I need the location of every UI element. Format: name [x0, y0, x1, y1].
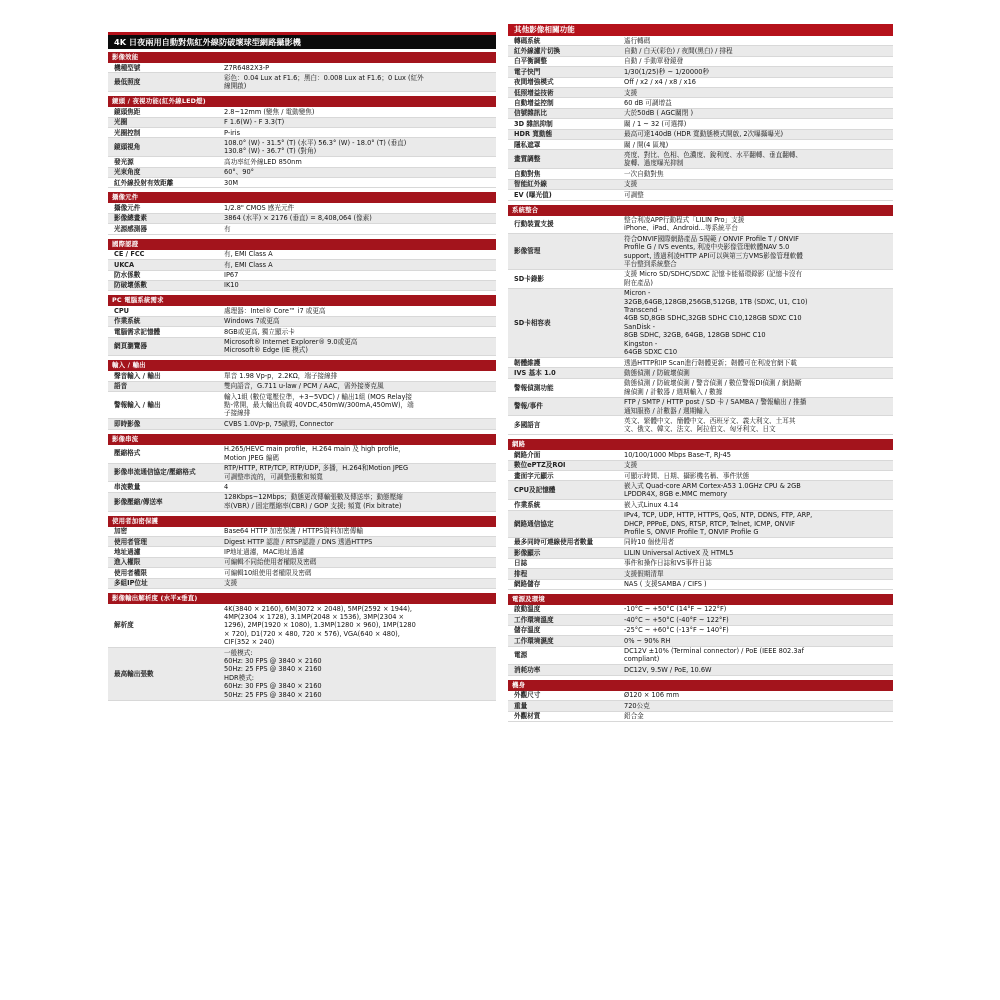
spec-label: 網路介面: [514, 450, 541, 459]
spec-value: 一次自動對焦: [624, 169, 664, 178]
spec-label: 3D 雜訊抑制: [514, 119, 553, 128]
spec-label: 最多同時可連線使用者數量: [514, 538, 594, 547]
spec-value: 有: [224, 224, 231, 233]
spec-value: F 1.6(W) - F 3.3(T): [224, 118, 285, 127]
spec-label: 地址過濾: [114, 547, 141, 556]
spec-value: Windows 7或更高: [224, 317, 280, 326]
spec-label: 紅外線投射有效距離: [114, 178, 174, 187]
spec-label: SD卡錄影: [514, 274, 545, 283]
spec-row: [108, 260, 496, 270]
spec-row: [108, 392, 496, 419]
spec-row: [508, 500, 893, 510]
spec-label: 作業系統: [514, 500, 541, 509]
spec-value: 有, EMI Class A: [224, 260, 273, 269]
spec-label: 防水係數: [114, 271, 141, 279]
spec-label: HDR 寬動態: [514, 130, 553, 139]
spec-row: [508, 190, 893, 200]
spec-label: 最低照度: [114, 78, 141, 87]
spec-label: 多國語言: [514, 421, 541, 430]
spec-value: 自動 / 手動單發鏡發: [624, 57, 684, 66]
spec-label: 進入權限: [114, 558, 141, 567]
section-header: 影像輸出解析度 (水平x垂直): [108, 593, 496, 604]
spec-value: 2.8~12mm (變焦 / 電動變焦): [224, 107, 315, 116]
spec-value: Digest HTTP 認證 / RTSP認證 / DNS 透過HTTPS: [224, 537, 373, 546]
spec-value: 亮度、對比、色相、色濃度、銳利度、水平翻轉、垂直翻轉、 旋轉、過度曝光抑制: [624, 150, 803, 168]
spec-label: 警報偵測功能: [514, 383, 554, 392]
spec-value: Off / x2 / x4 / x8 / x16: [624, 78, 696, 87]
spec-row: [108, 558, 496, 568]
spec-row: [108, 214, 496, 224]
spec-value: IK10: [224, 281, 239, 290]
spec-label: 工作環境溫度: [514, 615, 554, 624]
spec-row: [508, 580, 893, 590]
spec-label: 鏡頭視角: [114, 143, 141, 152]
spec-value: RTP/HTTP, RTP/TCP, RTP/UDP, 多播，H.264和Motion JPEG 可調整串流的，可調整張數和頻寬: [224, 464, 409, 481]
spec-label: 使用者管理: [114, 537, 147, 546]
section-header: 鏡頭 / 夜視功能(紅外線LED燈): [108, 96, 496, 107]
spec-row: [508, 615, 893, 625]
spec-row: [508, 626, 893, 636]
spec-row: [108, 493, 496, 512]
spec-row: [108, 250, 496, 260]
spec-row: [508, 57, 893, 67]
spec-row: [508, 665, 893, 675]
section-header: 使用者加密保護: [108, 516, 496, 527]
spec-row: [108, 604, 496, 648]
spec-value: 4: [224, 482, 229, 491]
spec-row: [108, 445, 496, 464]
spec-value: 一般模式: 60Hz: 30 FPS @ 3840 × 2160 50Hz: 25 FPS @ 3840 × 2160 HDR模式: 60Hz: 30 FPS @ 3840 × 2160 50Hz: 25 FPS @ 3840 × 2160: [224, 648, 322, 699]
spec-table: [108, 445, 496, 512]
spec-label: 影像壓縮/傳送率: [114, 497, 163, 506]
spec-row: [108, 73, 496, 92]
spec-value: 可編輯10組使用者權限及密碼: [224, 568, 312, 577]
spec-row: [508, 270, 893, 289]
spec-value: 有, EMI Class A: [224, 250, 273, 259]
spec-label: 影像總畫素: [114, 214, 147, 223]
spec-row: [108, 271, 496, 281]
spec-label: 行動裝置支援: [514, 220, 554, 229]
spec-value: 輸入1組 (數位電壓位準，+3~5VDC) / 輸出1組 (MOS Relay接 點-常開，最大輸出負載 40VDC,450mW/300mA,450mW)，端 子接線排: [224, 392, 414, 418]
spec-value: 支援: [224, 579, 238, 588]
spec-value: 10/100/1000 Mbps Base-T, RJ-45: [624, 450, 731, 459]
spec-value: Z7R6482X3-P: [224, 63, 270, 72]
spec-value: 60°、90°: [224, 168, 254, 177]
spec-row: [108, 138, 496, 157]
spec-value: 自動 / 白天(彩色) / 夜間(黑白) / 排程: [624, 46, 733, 55]
spec-label: 工作環境濕度: [514, 636, 554, 645]
spec-label: 即時影像: [114, 419, 141, 428]
spec-label: 語音: [114, 382, 128, 391]
spec-label: 光束角度: [114, 168, 141, 177]
spec-label: 作業系統: [114, 317, 141, 326]
spec-value: 可編輯不同給使用者權限及密碼: [224, 558, 317, 567]
spec-label: 隱私遮罩: [514, 140, 541, 149]
spec-label: 電源: [514, 651, 528, 660]
spec-value: 3864 (水平) × 2176 (垂直) = 8,408,064 (像素): [224, 214, 372, 223]
spec-value: 30M: [224, 178, 239, 187]
spec-column-right: [508, 24, 893, 722]
spec-value: P-iris: [224, 128, 241, 137]
section-header: 攝像元件: [108, 192, 496, 203]
spec-row: [508, 569, 893, 579]
spec-label: 啟動溫度: [514, 605, 541, 614]
spec-row: [108, 547, 496, 557]
spec-value: 1/2.8" CMOS 感光元件: [224, 203, 295, 212]
spec-row: [508, 130, 893, 140]
spec-label: 聲音輸入 / 輸出: [114, 371, 161, 380]
spec-label: 影像顯示: [514, 548, 541, 557]
spec-table: [508, 605, 893, 676]
spec-table: [108, 527, 496, 589]
spec-row: [108, 568, 496, 578]
spec-value: H.265/HEVC main profile，H.264 main 及 high profile， Motion JPEG 編碼: [224, 445, 405, 462]
spec-label: UKCA: [114, 260, 135, 269]
spec-row: [108, 317, 496, 327]
spec-value: Ø120 × 106 mm: [624, 691, 680, 700]
spec-row: [508, 416, 893, 435]
spec-row: [508, 691, 893, 701]
spec-label: IVS 基本 1.0: [514, 368, 556, 377]
spec-table: [508, 691, 893, 722]
spec-value: IP67: [224, 271, 239, 279]
spec-row: [508, 109, 893, 119]
spec-row: [508, 234, 893, 270]
spec-row: [108, 203, 496, 213]
spec-value: DC12V ±10% (Terminal connector) / PoE (IEEE 802.3af compliant): [624, 647, 804, 664]
spec-row: [108, 338, 496, 357]
section-header: 輸入 / 輸出: [108, 360, 496, 371]
spec-column-left: [108, 32, 496, 701]
spec-label: 攝像元件: [114, 203, 141, 212]
spec-row: [108, 419, 496, 429]
spec-value: 高功率紅外線LED 850nm: [224, 157, 302, 166]
spec-row: [108, 128, 496, 138]
spec-value: FTP / SMTP / HTTP post / SD 卡 / SAMBA / 警報輸出 / 推播 通知服務 / 計數器 / 週期輸入: [624, 398, 807, 415]
spec-value: 0% ~ 90% RH: [624, 636, 671, 645]
spec-value: 單音 1.98 Vp-p，2.2KΩ，端子接線排: [224, 371, 338, 380]
spec-table: [108, 604, 496, 700]
spec-row: [508, 647, 893, 666]
spec-row: [508, 559, 893, 569]
spec-label: 白平衡調整: [514, 57, 547, 66]
spec-table: [108, 107, 496, 188]
spec-table: [508, 36, 893, 201]
spec-value: 支援: [624, 461, 638, 470]
section-header: 系統整合: [508, 205, 893, 216]
spec-label: 智能紅外線: [514, 180, 547, 189]
spec-value: 同時10 個使用者: [624, 538, 675, 547]
spec-row: [108, 281, 496, 291]
spec-value: IPv4, TCP, UDP, HTTP, HTTPS, QoS, NTP, DDNS, FTP, ARP, DHCP, PPPoE, DNS, RTSP, RTCP, Telnet, ICMP, ONVIF Profile S, ONVIF Profile T, ONVIF Profile G: [624, 511, 813, 536]
spec-value: 動態偵測 / 防破壞偵測: [624, 368, 690, 377]
spec-label: 最高輸出張數: [114, 669, 154, 678]
spec-value: 英文、繁體中文、簡體中文、西班牙文、義大利文、土耳其 文、俄文、韓文、法文、阿拉伯文、匈牙利文、日文: [624, 416, 796, 434]
spec-row: [508, 538, 893, 548]
spec-label: 鏡頭焦距: [114, 107, 141, 116]
spec-label: 網路通信協定: [514, 519, 554, 528]
spec-row: [108, 382, 496, 392]
spec-label: 自動對焦: [514, 169, 541, 178]
spec-row: [508, 78, 893, 88]
spec-label: 紅外線濾片切換: [514, 46, 561, 55]
spec-value: 8GB或更高, 獨立顯示卡: [224, 327, 295, 336]
spec-value: 嵌入式 Quad-core ARM Cortex-A53 1.0GHz CPU & 2GB LPDDR4X, 8GB e.MMC memory: [624, 481, 801, 499]
spec-row: [108, 579, 496, 589]
spec-row: [508, 548, 893, 558]
spec-value: -10°C ~ +50°C (14°F ~ 122°F): [624, 605, 727, 614]
spec-value: 動態偵測 / 防破壞偵測 / 警音偵測 / 數位警報DI偵測 / 網路斷 線偵測 / 計數器 / 週期輸入 / 數據: [624, 379, 802, 396]
spec-row: [508, 169, 893, 179]
spec-table: [508, 216, 893, 436]
spec-value: 最高可達140dB (HDR 寬動態模式開啟, 2次曝攝曝光): [624, 130, 784, 139]
spec-value: 支援 Micro SD/SDHC/SDXC 記憶卡能循環錄影 (記憶卡沒有 附在產品): [624, 270, 803, 287]
spec-row: [508, 511, 893, 538]
spec-value: 大於50dB ( AGC關閉 ): [624, 109, 694, 118]
spec-row: [108, 482, 496, 492]
spec-row: [508, 398, 893, 417]
spec-label: 加密: [114, 527, 128, 536]
spec-row: [508, 150, 893, 169]
spec-value: NAS ( 支援SAMBA / CIFS ): [624, 580, 707, 589]
spec-label: CE / FCC: [114, 250, 145, 259]
spec-label: 警報/事件: [514, 402, 543, 411]
spec-value: 事件和操作日誌和VS事件日誌: [624, 559, 712, 568]
spec-row: [108, 178, 496, 188]
spec-value: 透過HTTP和IP Scan進行韌體更新；韌體可在利凌官網下載: [624, 358, 797, 367]
spec-value: 支援: [624, 88, 638, 97]
section-header: 機身: [508, 680, 893, 691]
spec-label: 排程: [514, 569, 528, 578]
spec-label: 多組IP位址: [114, 579, 148, 588]
spec-label: 光源感測器: [114, 224, 147, 233]
spec-row: [108, 306, 496, 316]
spec-label: 低照增益技術: [514, 88, 554, 97]
spec-label: 電腦需求記憶體: [114, 327, 161, 336]
spec-value: LILIN Universal ActiveX 及 HTML5: [624, 548, 734, 557]
spec-value: 720公克: [624, 701, 650, 710]
spec-label: 使用者權限: [114, 568, 147, 577]
section-header: 國際認證: [108, 239, 496, 250]
spec-row: [508, 289, 893, 358]
spec-label: 轉碼系統: [514, 36, 541, 45]
spec-value: 處理器：Intel® Core™ i7 或更高: [224, 306, 326, 315]
spec-value: 鋁合金: [624, 712, 644, 721]
spec-value: 1/30(1/25)秒 ~ 1/20000秒: [624, 67, 710, 76]
spec-table: [108, 250, 496, 292]
spec-value: Base64 HTTP 加密保護 / HTTPS資料加密傳輸: [224, 527, 363, 536]
spec-row: [508, 358, 893, 368]
spec-label: 信號雜訊比: [514, 109, 547, 118]
spec-row: [508, 67, 893, 77]
spec-label: CPU及記憶體: [514, 486, 556, 495]
spec-label: 光圈控制: [114, 128, 141, 137]
right-sections: [508, 36, 893, 722]
spec-label: 自動增益控制: [514, 98, 554, 107]
spec-row: [508, 450, 893, 460]
spec-value: 60 dB 可調增益: [624, 98, 672, 107]
spec-value: 雙向語音，G.711 u-law / PCM / AAC，需外接麥克風: [224, 382, 384, 391]
spec-row: [508, 140, 893, 150]
spec-row: [508, 368, 893, 378]
spec-label: 機種型號: [114, 63, 141, 72]
spec-table: [508, 450, 893, 590]
spec-value: DC12V, 9.5W / PoE, 10.6W: [624, 665, 712, 674]
spec-value: IP地址過濾，MAC地址過濾: [224, 547, 304, 556]
spec-value: 整合利凌APP行動程式「LILIN Pro」支援 iPhone、iPad、Android...等系統平台: [624, 216, 745, 233]
section-header: 網路: [508, 439, 893, 450]
spec-label: 畫面字元顯示: [514, 471, 554, 480]
spec-row: [108, 107, 496, 117]
spec-row: [108, 118, 496, 128]
spec-value: Micron - 32GB,64GB,128GB,256GB,512GB, 1TB (SDXC, U1, C10) Transcend - 4GB SD,8GB SDHC,32GB SDHC C10,128GB SDXC C10 SanDisk - 8GB SDHC, 32GB, 64GB, 128GB SDHC C10 Kingston - 64GB SDXC C10: [624, 289, 808, 357]
spec-label: 外觀材質: [514, 712, 541, 721]
spec-value: 108.0° (W) - 31.5° (T) (水平) 56.3° (W) - 18.0° (T) (垂直) 130.8° (W) - 36.7° (T) (對角): [224, 138, 407, 156]
spec-label: 消耗功率: [514, 665, 541, 674]
spec-row: [508, 36, 893, 46]
left-sections: [108, 52, 496, 701]
spec-label: CPU: [114, 306, 130, 315]
spec-label: 重量: [514, 701, 528, 710]
spec-label: 網頁瀏覽器: [114, 342, 147, 351]
spec-label: 網路儲存: [514, 580, 541, 589]
section-header: 電源及環境: [508, 594, 893, 605]
spec-table: [108, 371, 496, 429]
spec-label: SD卡相容表: [514, 318, 551, 327]
spec-value: 遙行轉碼: [624, 36, 651, 45]
spec-row: [108, 464, 496, 483]
spec-value: -40°C ~ +50°C (-40°F ~ 122°F): [624, 615, 729, 624]
spec-value: 符合ONVIF國際網路產品 S規範 / ONVIF Profile T / ONVIF Profile G / IVS events, 利凌中央影像管理軟體NAV 5.0 support, 透過利凌HTTP API可以與第三方VMS影像管理軟體 平台整到系統整合: [624, 234, 803, 269]
spec-row: [108, 327, 496, 337]
spec-label: 夜間增強模式: [514, 78, 554, 87]
spec-label: 光圈: [114, 118, 128, 127]
spec-row: [508, 88, 893, 98]
spec-label: 韌體維護: [514, 358, 541, 367]
spec-row: [508, 379, 893, 398]
spec-row: [108, 371, 496, 381]
spec-row: [508, 46, 893, 56]
spec-row: [508, 471, 893, 481]
section-header: PC 電腦系統需求: [108, 295, 496, 306]
spec-label: 儲存溫度: [514, 626, 541, 635]
spec-row: [508, 461, 893, 471]
spec-value: 嵌入式Linux 4.14: [624, 500, 679, 509]
spec-value: 支援假期清單: [624, 569, 664, 578]
spec-label: 電子快門: [514, 67, 541, 76]
spec-value: 4K(3840 × 2160), 6M(3072 × 2048), 5MP(2592 × 1944), 4MP(2304 × 1728), 3.1MP(2048 × 1536), 3MP(2304 × 1296), 2MP(1920 × 1080), 1.3MP(1280 × 960), 1MP(1280 × 720), D1(720 × 480, 720 × 576), VGA(640 × 480), CIF(352 × 240): [224, 604, 416, 647]
spec-label: 影像管理: [514, 247, 541, 256]
spec-row: [508, 481, 893, 500]
spec-value: 128Kbps~12Mbps；動態更改傳輸張數及傳送率；動態壓縮 率(VBR) / 固定壓縮率(CBR) / GOP 支援; 頻寬 (Fix bitrate): [224, 493, 403, 510]
spec-table: [108, 63, 496, 92]
spec-label: 串流數量: [114, 482, 141, 491]
spec-value: 可調整: [624, 190, 644, 199]
spec-label: EV (曝光值): [514, 190, 552, 199]
spec-label: 解析度: [114, 621, 134, 630]
spec-row: [508, 180, 893, 190]
spec-label: 壓縮格式: [114, 449, 141, 458]
spec-value: 可顯示時間、日期、攝影機名稱、事件狀態: [624, 471, 750, 480]
spec-value: Microsoft® Internet Explorer® 9.0或更高 Microsoft® Edge (IE 模式): [224, 338, 358, 355]
spec-row: [108, 224, 496, 234]
spec-row: [508, 605, 893, 615]
spec-value: 支援: [624, 180, 638, 189]
spec-row: [508, 119, 893, 129]
spec-row: [508, 98, 893, 108]
spec-table: [108, 203, 496, 234]
spec-value: 關 / 開(4 區塊): [624, 140, 669, 149]
spec-label: 畫質調整: [514, 155, 541, 164]
spec-row: [508, 701, 893, 711]
section-header: 影像串流: [108, 434, 496, 445]
document-title: 4K 日夜兩用自動對焦紅外線防破壞球型網路攝影機: [108, 32, 496, 49]
spec-row: [508, 216, 893, 235]
spec-label: 發光源: [114, 157, 134, 166]
spec-row: [108, 63, 496, 73]
spec-label: 警報輸入 / 輸出: [114, 401, 161, 410]
spec-row: [508, 712, 893, 722]
spec-row: [108, 168, 496, 178]
spec-value: CVBS 1.0Vp-p, 75歐姆, Connector: [224, 419, 334, 428]
right-column-title: 其他影像相關功能: [508, 24, 893, 36]
spec-value: 關 / 1 ~ 32 (可選擇): [624, 119, 687, 128]
spec-row: [108, 537, 496, 547]
spec-row: [108, 157, 496, 167]
spec-label: 防破壞係數: [114, 281, 147, 290]
spec-label: 數位ePTZ及ROI: [514, 461, 566, 470]
spec-label: 日誌: [514, 559, 528, 568]
spec-value: -25°C ~ +60°C (-13°F ~ 140°F): [624, 626, 729, 635]
spec-row: [508, 636, 893, 646]
spec-row: [108, 648, 496, 700]
spec-value: 彩色：0.04 Lux at F1.6；黑白：0.008 Lux at F1.6；0 Lux (紅外 線開啟): [224, 73, 424, 91]
section-header: 影像效能: [108, 52, 496, 63]
spec-table: [108, 306, 496, 356]
spec-label: 影像串流通信協定/壓縮格式: [114, 468, 196, 477]
spec-row: [108, 527, 496, 537]
spec-label: 外觀尺寸: [514, 691, 541, 700]
